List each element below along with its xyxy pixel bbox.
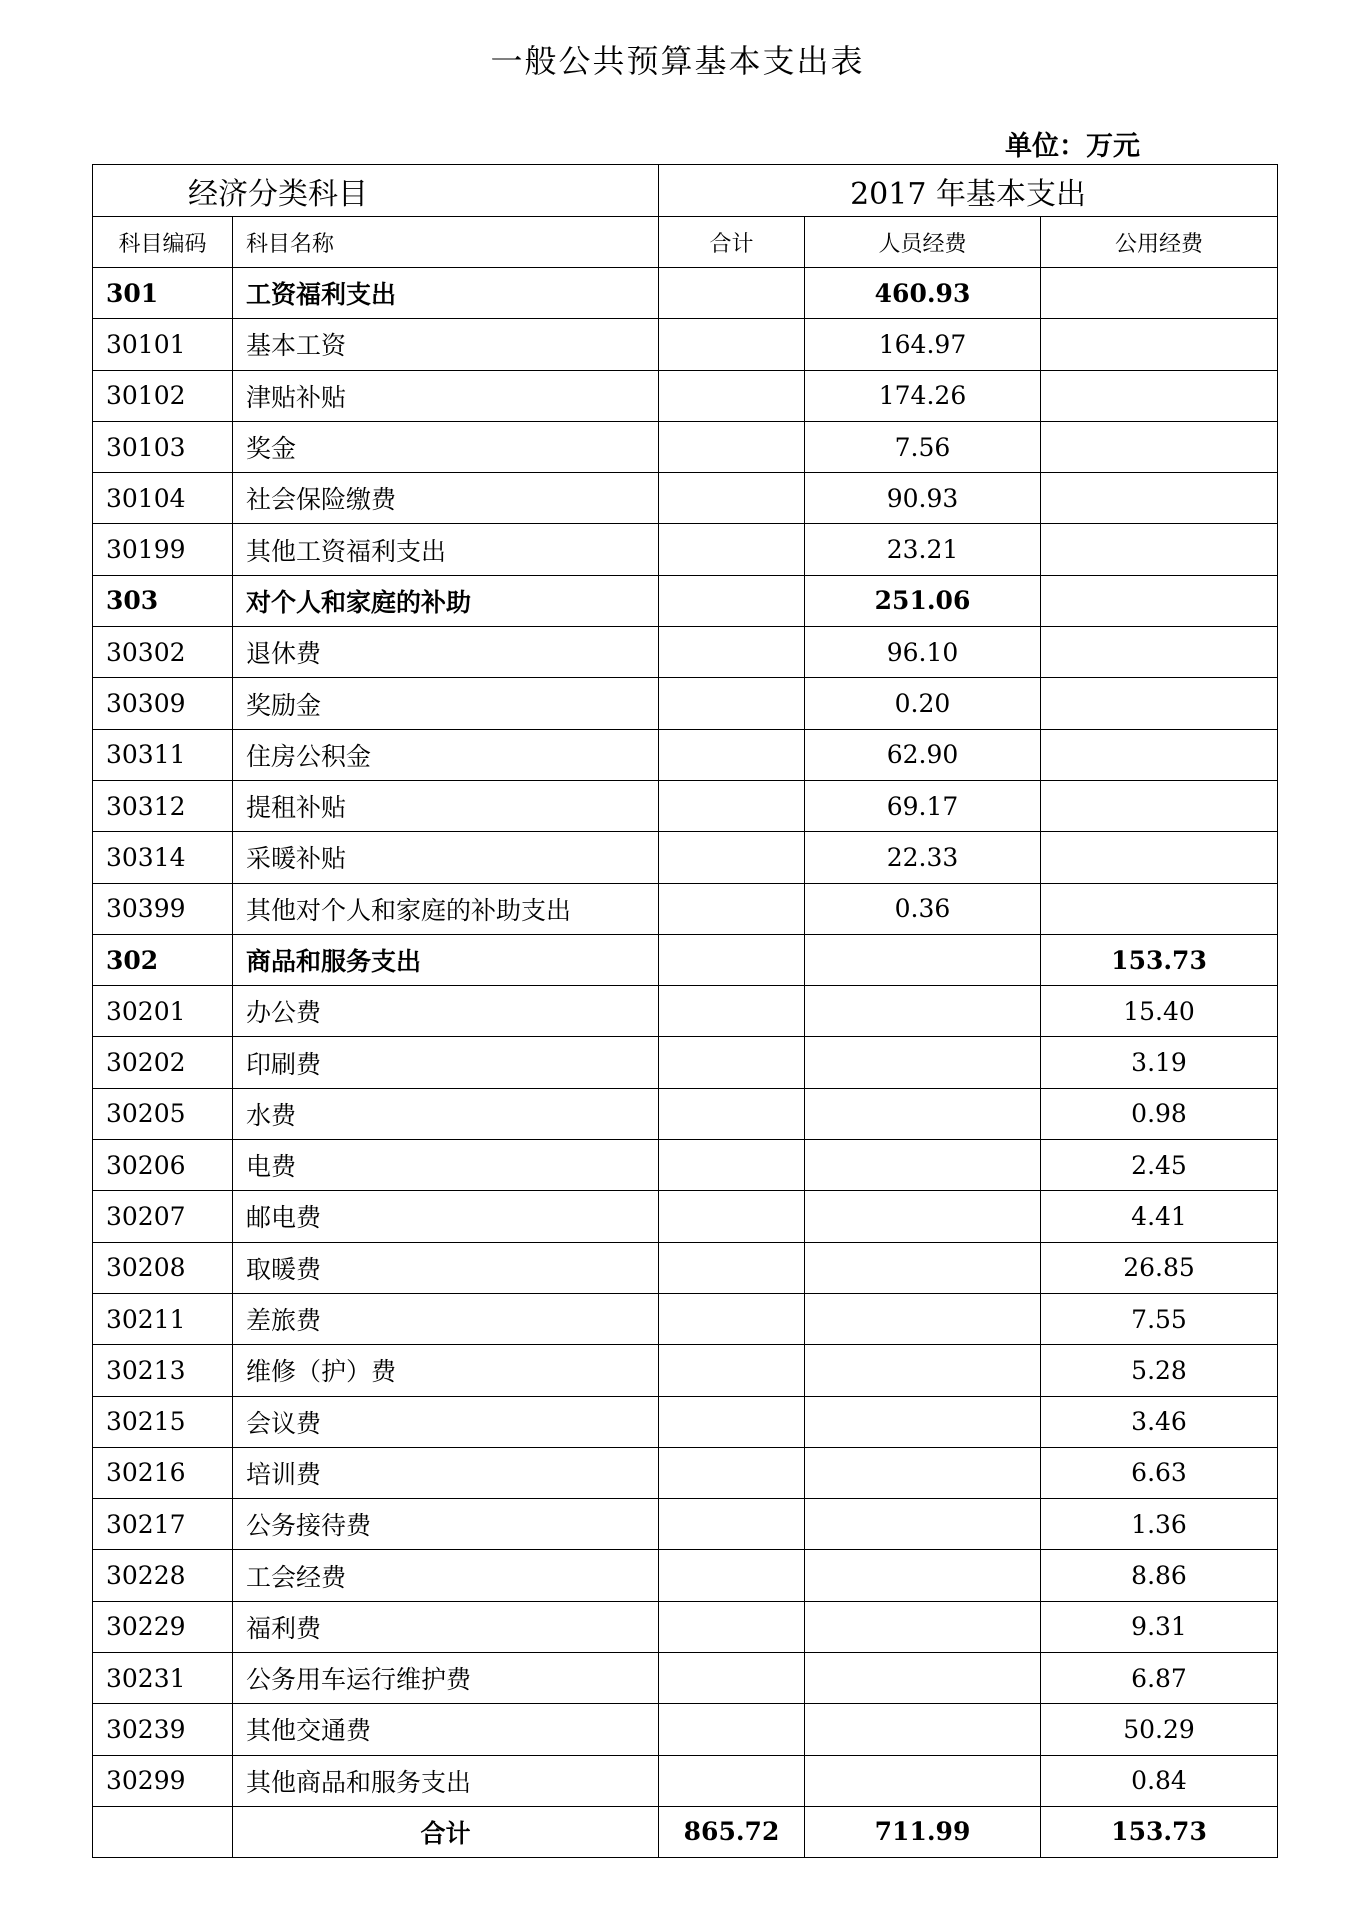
row-total [659, 268, 805, 319]
header-personnel: 人员经费 [805, 217, 1041, 268]
row-code: 30216 [93, 1447, 233, 1498]
row-public: 8.86 [1041, 1550, 1278, 1601]
row-personnel: 69.17 [805, 780, 1041, 831]
row-code: 303 [93, 575, 233, 626]
row-personnel [805, 1396, 1041, 1447]
row-name: 住房公积金 [233, 729, 659, 780]
row-personnel [805, 1550, 1041, 1601]
row-code: 30104 [93, 473, 233, 524]
row-personnel: 460.93 [805, 268, 1041, 319]
row-total [659, 1704, 805, 1755]
row-total [659, 986, 805, 1037]
table-row [93, 575, 1278, 626]
row-public [1041, 678, 1278, 729]
row-name: 公务用车运行维护费 [233, 1653, 659, 1704]
table-row [93, 268, 1278, 319]
row-public [1041, 832, 1278, 883]
row-public: 153.73 [1041, 934, 1278, 985]
row-name: 提租补贴 [233, 780, 659, 831]
table-row [93, 1293, 1278, 1344]
table-row [93, 1396, 1278, 1447]
row-name: 奖金 [233, 421, 659, 472]
row-public [1041, 319, 1278, 370]
row-total [659, 1191, 805, 1242]
row-name: 电费 [233, 1140, 659, 1191]
budget-table [92, 164, 1278, 1858]
header-row-columns [93, 217, 1278, 268]
row-name: 其他对个人和家庭的补助支出 [233, 883, 659, 934]
row-total [659, 678, 805, 729]
header-year-expense: 2017 年基本支出 [659, 165, 1278, 217]
row-public [1041, 729, 1278, 780]
row-public: 6.63 [1041, 1447, 1278, 1498]
total-code-cell [93, 1806, 233, 1857]
row-name: 水费 [233, 1088, 659, 1139]
row-public: 15.40 [1041, 986, 1278, 1037]
row-public: 6.87 [1041, 1653, 1278, 1704]
row-public: 3.46 [1041, 1396, 1278, 1447]
total-public: 153.73 [1041, 1806, 1278, 1857]
table-row [93, 319, 1278, 370]
row-name: 对个人和家庭的补助 [233, 575, 659, 626]
row-total [659, 1755, 805, 1806]
row-total [659, 1140, 805, 1191]
row-personnel [805, 1293, 1041, 1344]
table-row [93, 883, 1278, 934]
row-public: 26.85 [1041, 1242, 1278, 1293]
row-code: 30217 [93, 1499, 233, 1550]
row-personnel: 174.26 [805, 370, 1041, 421]
row-name: 商品和服务支出 [233, 934, 659, 985]
table-row [93, 986, 1278, 1037]
row-name: 社会保险缴费 [233, 473, 659, 524]
row-personnel [805, 1242, 1041, 1293]
table-row [93, 1601, 1278, 1652]
table-row [93, 473, 1278, 524]
row-total [659, 1293, 805, 1344]
table-row [93, 1037, 1278, 1088]
row-code: 30199 [93, 524, 233, 575]
row-code: 30211 [93, 1293, 233, 1344]
row-total [659, 627, 805, 678]
table-row [93, 1191, 1278, 1242]
total-personnel: 711.99 [805, 1806, 1041, 1857]
row-total [659, 1345, 805, 1396]
row-code: 30299 [93, 1755, 233, 1806]
row-public [1041, 370, 1278, 421]
row-personnel: 23.21 [805, 524, 1041, 575]
row-total [659, 524, 805, 575]
row-personnel [805, 1704, 1041, 1755]
row-name: 奖励金 [233, 678, 659, 729]
row-total [659, 1653, 805, 1704]
row-code: 301 [93, 268, 233, 319]
row-total [659, 1396, 805, 1447]
row-total [659, 1601, 805, 1652]
table-row [93, 1755, 1278, 1806]
header-total: 合计 [659, 217, 805, 268]
total-sum: 865.72 [659, 1806, 805, 1857]
row-code: 30202 [93, 1037, 233, 1088]
table-body [93, 268, 1278, 1807]
row-name: 办公费 [233, 986, 659, 1037]
row-total [659, 1447, 805, 1498]
row-public: 4.41 [1041, 1191, 1278, 1242]
row-code: 30314 [93, 832, 233, 883]
row-code: 30207 [93, 1191, 233, 1242]
total-label: 合计 [233, 1806, 659, 1857]
row-code: 30102 [93, 370, 233, 421]
row-public: 3.19 [1041, 1037, 1278, 1088]
row-public [1041, 627, 1278, 678]
row-public: 0.98 [1041, 1088, 1278, 1139]
table-row [93, 524, 1278, 575]
row-total [659, 473, 805, 524]
row-name: 培训费 [233, 1447, 659, 1498]
row-public: 7.55 [1041, 1293, 1278, 1344]
row-personnel: 96.10 [805, 627, 1041, 678]
row-total [659, 1037, 805, 1088]
row-personnel: 90.93 [805, 473, 1041, 524]
row-public [1041, 473, 1278, 524]
table-row [93, 370, 1278, 421]
row-personnel [805, 934, 1041, 985]
row-name: 工会经费 [233, 1550, 659, 1601]
row-personnel [805, 1755, 1041, 1806]
row-code: 30205 [93, 1088, 233, 1139]
row-code: 30302 [93, 627, 233, 678]
page-title: 一般公共预算基本支出表 [490, 42, 865, 80]
row-public [1041, 268, 1278, 319]
row-personnel [805, 1447, 1041, 1498]
header-name: 科目名称 [233, 217, 659, 268]
row-total [659, 575, 805, 626]
row-name: 差旅费 [233, 1293, 659, 1344]
row-public: 2.45 [1041, 1140, 1278, 1191]
row-total [659, 1499, 805, 1550]
row-name: 取暖费 [233, 1242, 659, 1293]
table-row [93, 780, 1278, 831]
table-row [93, 627, 1278, 678]
row-public: 1.36 [1041, 1499, 1278, 1550]
row-code: 302 [93, 934, 233, 985]
row-code: 30229 [93, 1601, 233, 1652]
row-name: 退休费 [233, 627, 659, 678]
row-total [659, 883, 805, 934]
row-public [1041, 780, 1278, 831]
row-code: 30228 [93, 1550, 233, 1601]
row-code: 30206 [93, 1140, 233, 1191]
row-personnel: 0.36 [805, 883, 1041, 934]
row-name: 印刷费 [233, 1037, 659, 1088]
row-public: 5.28 [1041, 1345, 1278, 1396]
row-name: 维修（护）费 [233, 1345, 659, 1396]
row-total [659, 1242, 805, 1293]
row-code: 30311 [93, 729, 233, 780]
row-personnel [805, 1345, 1041, 1396]
table-row [93, 1345, 1278, 1396]
row-name: 基本工资 [233, 319, 659, 370]
table-row [93, 1499, 1278, 1550]
row-public [1041, 883, 1278, 934]
row-personnel [805, 1653, 1041, 1704]
table-row [93, 1550, 1278, 1601]
row-personnel [805, 1191, 1041, 1242]
row-public [1041, 421, 1278, 472]
header-category: 经济分类科目 [93, 165, 659, 217]
row-code: 30312 [93, 780, 233, 831]
row-name: 津贴补贴 [233, 370, 659, 421]
unit-label: 单位：万元 [1005, 131, 1140, 162]
row-total [659, 934, 805, 985]
table-row [93, 832, 1278, 883]
row-code: 30201 [93, 986, 233, 1037]
row-code: 30239 [93, 1704, 233, 1755]
header-public: 公用经费 [1041, 217, 1278, 268]
table-row [93, 1447, 1278, 1498]
table-row [93, 1242, 1278, 1293]
row-name: 公务接待费 [233, 1499, 659, 1550]
row-name: 邮电费 [233, 1191, 659, 1242]
table-row [93, 1653, 1278, 1704]
row-code: 30213 [93, 1345, 233, 1396]
row-total [659, 1550, 805, 1601]
table-row [93, 1088, 1278, 1139]
row-total [659, 319, 805, 370]
row-personnel: 7.56 [805, 421, 1041, 472]
row-name: 其他商品和服务支出 [233, 1755, 659, 1806]
row-total [659, 421, 805, 472]
row-public [1041, 524, 1278, 575]
row-personnel [805, 1140, 1041, 1191]
row-code: 30215 [93, 1396, 233, 1447]
table-row [93, 729, 1278, 780]
row-code: 30231 [93, 1653, 233, 1704]
row-total [659, 729, 805, 780]
row-code: 30103 [93, 421, 233, 472]
row-personnel [805, 1037, 1041, 1088]
row-personnel: 62.90 [805, 729, 1041, 780]
table-row [93, 421, 1278, 472]
row-name: 采暖补贴 [233, 832, 659, 883]
row-personnel [805, 1088, 1041, 1139]
row-name: 工资福利支出 [233, 268, 659, 319]
row-personnel: 22.33 [805, 832, 1041, 883]
row-name: 其他工资福利支出 [233, 524, 659, 575]
header-row-primary [93, 165, 1278, 217]
row-public [1041, 575, 1278, 626]
row-personnel: 164.97 [805, 319, 1041, 370]
header-code: 科目编码 [93, 217, 233, 268]
table-row [93, 678, 1278, 729]
row-personnel [805, 1499, 1041, 1550]
row-code: 30208 [93, 1242, 233, 1293]
row-code: 30309 [93, 678, 233, 729]
row-public: 9.31 [1041, 1601, 1278, 1652]
row-code: 30399 [93, 883, 233, 934]
row-personnel [805, 1601, 1041, 1652]
table-row [93, 1704, 1278, 1755]
row-public: 50.29 [1041, 1704, 1278, 1755]
row-total [659, 832, 805, 883]
row-code: 30101 [93, 319, 233, 370]
row-name: 其他交通费 [233, 1704, 659, 1755]
row-name: 福利费 [233, 1601, 659, 1652]
row-personnel: 251.06 [805, 575, 1041, 626]
total-row [93, 1806, 1278, 1857]
row-total [659, 370, 805, 421]
row-name: 会议费 [233, 1396, 659, 1447]
row-total [659, 1088, 805, 1139]
row-personnel: 0.20 [805, 678, 1041, 729]
table-row [93, 934, 1278, 985]
row-personnel [805, 986, 1041, 1037]
table-row [93, 1140, 1278, 1191]
row-public: 0.84 [1041, 1755, 1278, 1806]
row-total [659, 780, 805, 831]
